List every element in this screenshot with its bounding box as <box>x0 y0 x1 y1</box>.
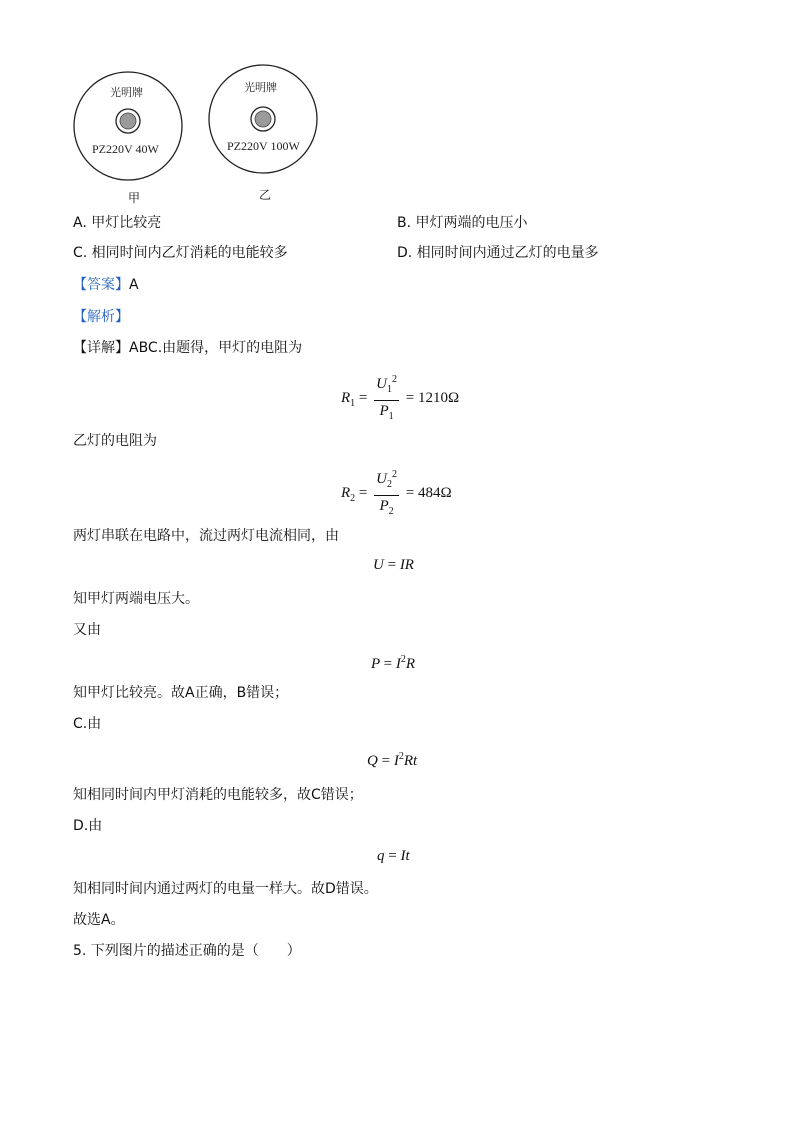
lamp-jia-spec: PZ220V 40W <box>92 142 159 156</box>
formula-heat: $Q = I^2Rt$ <box>367 751 418 769</box>
detail-yi-resistance: 乙灯的电阻为 <box>73 433 157 449</box>
detail-label: 【详解】 <box>73 340 129 356</box>
detail-series-text: 两灯串联在电路中，流过两灯电流相同，由 <box>73 528 339 544</box>
lamp-yi-brand: 光明牌 <box>244 81 277 94</box>
answer-label: 【答案】 <box>73 277 129 293</box>
lamp-jia-figure <box>72 70 184 182</box>
detail-intro-line <box>73 339 302 357</box>
detail-d-conclusion: 知相同时间内通过两灯的电量一样大。故D错误。 <box>73 881 378 897</box>
formula-ohm: U = IR <box>373 557 414 573</box>
formula-power: $P = I^2R$ <box>371 654 416 672</box>
lamp-jia-caption: 甲 <box>128 191 141 205</box>
formula-charge: q = It <box>377 848 410 864</box>
detail-d-label: D.由 <box>73 818 103 834</box>
analysis-label: 【解析】 <box>73 309 129 325</box>
formula-r2-result: 484Ω <box>417 484 452 501</box>
detail-voltage-conclusion: 知甲灯两端电压大。 <box>73 591 199 607</box>
answer-line <box>73 276 139 294</box>
detail-intro: ABC.由题得，甲灯的电阻为 <box>129 340 303 356</box>
detail-again: 又由 <box>73 622 101 638</box>
formula-r1: $R_1$ = $\frac{U_1^2}{P_1}$ = 1210Ω <box>341 374 460 422</box>
detail-final: 故选A。 <box>73 912 125 928</box>
detail-brightness-conclusion: 知甲灯比较亮。故A正确，B错误； <box>73 685 289 701</box>
lamp-yi-spec: PZ220V 100W <box>227 139 300 153</box>
answer-value: A <box>129 277 139 293</box>
lamp-yi-figure <box>207 63 319 175</box>
detail-c-conclusion: 知相同时间内甲灯消耗的电能较多，故C错误； <box>73 787 363 803</box>
lamp-yi-caption: 乙 <box>259 188 272 202</box>
next-question: 5. 下列图片的描述正确的是（ ） <box>73 943 301 959</box>
formula-r1-result: 1210Ω <box>417 389 460 406</box>
option-c: C. 相同时间内乙灯消耗的电能较多 <box>73 245 288 261</box>
option-b: B. 甲灯两端的电压小 <box>397 215 528 231</box>
formula-r2: $R_2$ = $\frac{U_2^2}{P_2}$ = 484Ω <box>341 469 452 517</box>
option-d: D. 相同时间内通过乙灯的电量多 <box>397 245 599 261</box>
option-a: A. 甲灯比较亮 <box>73 215 162 231</box>
lamp-jia-brand: 光明牌 <box>110 86 143 99</box>
detail-c-label: C.由 <box>73 716 102 732</box>
